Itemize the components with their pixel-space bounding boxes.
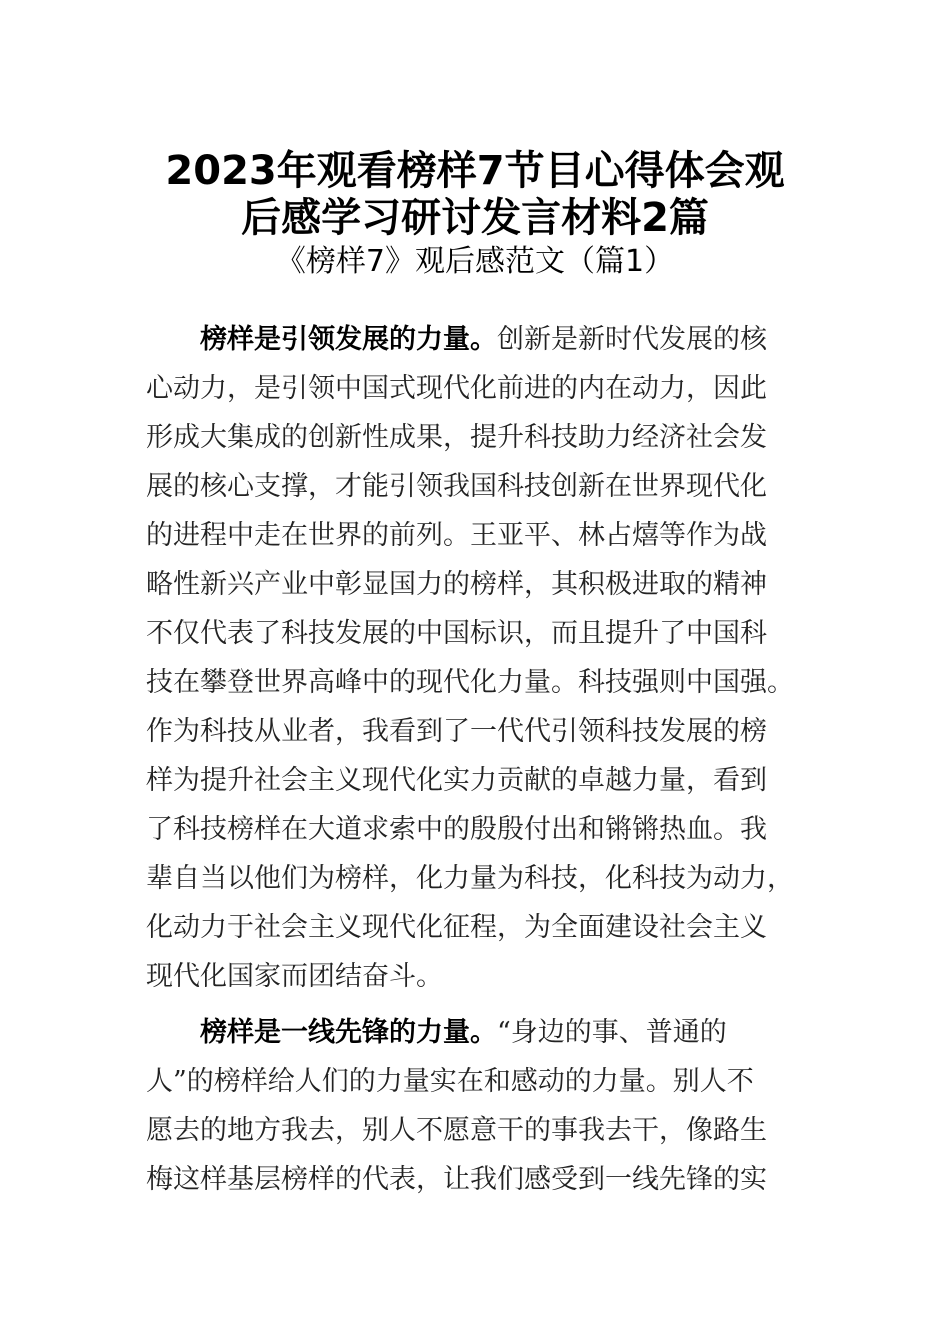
paragraph-1-line: 心动力，是引领中国式现代化前进的内在动力，因此 <box>146 373 767 404</box>
paragraph-1-line: 作为科技从业者，我看到了一代代引领科技发展的榜 <box>146 716 767 747</box>
document-title-line-2: 后感学习研讨发言材料2篇 <box>241 195 709 241</box>
paragraph-1-line: 形成大集成的创新性成果，提升科技助力经济社会发 <box>146 422 767 453</box>
paragraph-2-line: 人”的榜样给人们的力量实在和感动的力量。别人不 <box>146 1066 754 1097</box>
paragraph-2-first-line-text: “身边的事、普通的 <box>497 1017 727 1048</box>
paragraph-1-line: 不仅代表了科技发展的中国标识，而且提升了中国科 <box>146 618 767 649</box>
paragraph-2-first-line <box>200 1013 727 1053</box>
paragraph-1-line: 展的核心支撑，才能引领我国科技创新在世界现代化 <box>146 471 767 502</box>
paragraph-1-line: 样为提升社会主义现代化实力贡献的卓越力量，看到 <box>146 765 767 796</box>
paragraph-1-first-line-text: 创新是新时代发展的核 <box>497 324 767 355</box>
paragraph-2-lead: 榜样是一线先锋的力量。 <box>200 1017 497 1048</box>
paragraph-1-line: 了科技榜样在大道求索中的殷殷付出和锵锵热血。我 <box>146 814 767 845</box>
paragraph-1-line: 的进程中走在世界的前列。王亚平、林占熺等作为战 <box>146 520 767 551</box>
paragraph-1-lead: 榜样是引领发展的力量。 <box>200 324 497 355</box>
paragraph-1-line: 化动力于社会主义现代化征程，为全面建设社会主义 <box>146 912 767 943</box>
section-heading: 《榜样7》观后感范文（篇1） <box>275 244 675 279</box>
paragraph-2-line: 愿去的地方我去，别人不愿意干的事我去干，像路生 <box>146 1115 767 1146</box>
paragraph-1-line: 略性新兴产业中彰显国力的榜样，其积极进取的精神 <box>146 569 767 600</box>
paragraph-2-line: 梅这样基层榜样的代表，让我们感受到一线先锋的实 <box>146 1164 767 1195</box>
paragraph-1-line: 辈自当以他们为榜样，化力量为科技，化科技为动力， <box>146 863 794 894</box>
paragraph-1-line: 技在攀登世界高峰中的现代化力量。科技强则中国强。 <box>146 667 794 698</box>
document-title-line-1: 2023年观看榜样7节目心得体会观 <box>165 148 785 194</box>
paragraph-1-first-line <box>200 320 767 360</box>
paragraph-1-line: 现代化国家而团结奋斗。 <box>146 961 443 992</box>
